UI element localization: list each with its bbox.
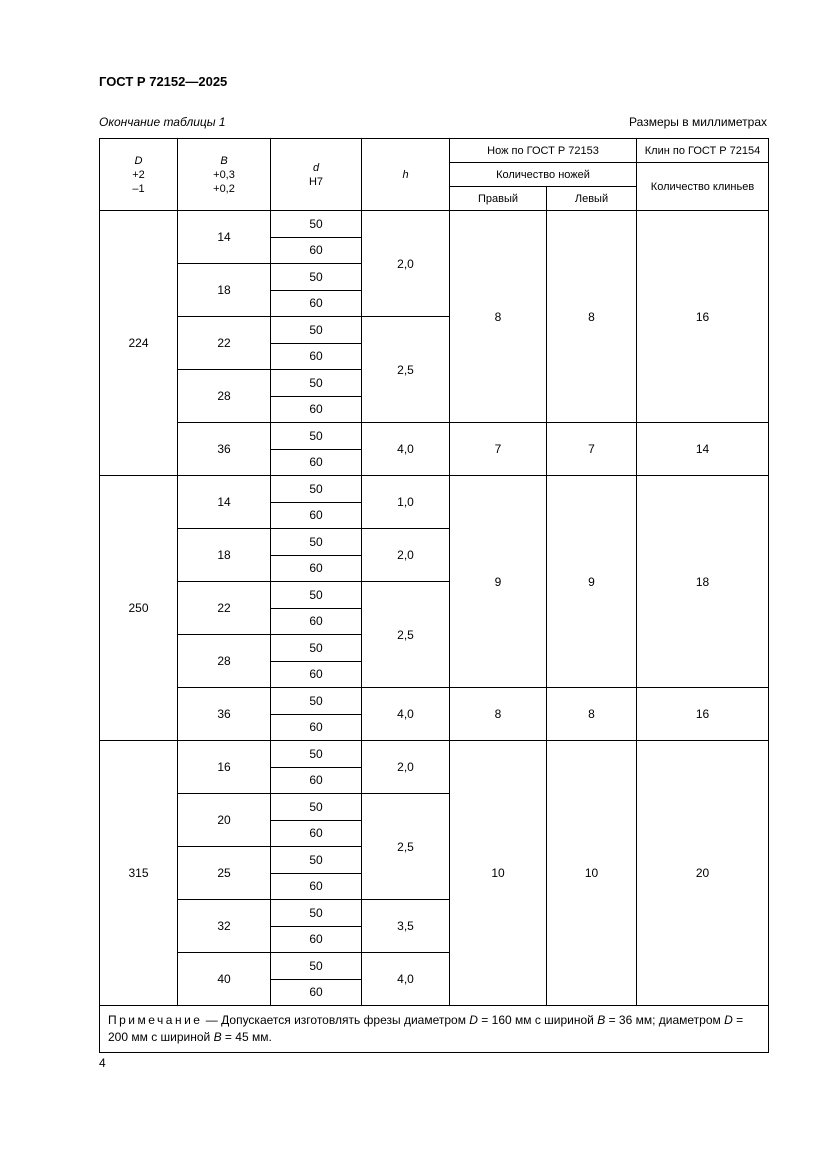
- cell-right-knives: 7: [450, 423, 547, 476]
- header-wedge-group: Клин по ГОСТ Р 72154: [637, 139, 769, 163]
- cell-d: 60: [271, 661, 362, 688]
- cell-B: 16: [178, 741, 271, 794]
- cell-wedges: 20: [637, 741, 769, 1006]
- header-B: B +0,3 +0,2: [178, 139, 271, 211]
- cell-d: 50: [271, 370, 362, 397]
- cell-left-knives: 7: [547, 423, 637, 476]
- header-left: Левый: [547, 187, 637, 211]
- cell-wedges: 14: [637, 423, 769, 476]
- cell-D: 224: [100, 211, 178, 476]
- cell-wedges: 16: [637, 211, 769, 423]
- cell-d: 50: [271, 953, 362, 980]
- cell-d: 50: [271, 794, 362, 821]
- cell-h: 4,0: [362, 423, 450, 476]
- cell-h: 4,0: [362, 688, 450, 741]
- cell-B: 22: [178, 582, 271, 635]
- cell-B: 14: [178, 211, 271, 264]
- header-right: Правый: [450, 187, 547, 211]
- cell-d: 50: [271, 847, 362, 874]
- cell-d: 60: [271, 290, 362, 317]
- cell-d: 60: [271, 767, 362, 794]
- cell-B: 20: [178, 794, 271, 847]
- cell-d: 60: [271, 714, 362, 741]
- cell-d: 50: [271, 529, 362, 556]
- cell-d: 60: [271, 608, 362, 635]
- cell-B: 14: [178, 476, 271, 529]
- cell-d: 50: [271, 900, 362, 927]
- header-D: D +2 –1: [100, 139, 178, 211]
- cell-h: 3,5: [362, 900, 450, 953]
- cell-d: 60: [271, 343, 362, 370]
- cell-d: 50: [271, 635, 362, 662]
- cell-d: 60: [271, 502, 362, 529]
- cell-d: 60: [271, 820, 362, 847]
- cell-B: 28: [178, 635, 271, 688]
- note-label: Примечание: [108, 1013, 203, 1027]
- cell-B: 28: [178, 370, 271, 423]
- cell-d: 60: [271, 237, 362, 264]
- units-caption: Размеры в миллиметрах: [629, 115, 767, 129]
- cell-d: 60: [271, 873, 362, 900]
- header-d: d H7: [271, 139, 362, 211]
- cell-right-knives: 8: [450, 211, 547, 423]
- cell-wedges: 16: [637, 688, 769, 741]
- cell-left-knives: 10: [547, 741, 637, 1006]
- cell-D: 250: [100, 476, 178, 741]
- cell-B: 22: [178, 317, 271, 370]
- header-h: h: [362, 139, 450, 211]
- cell-B: 36: [178, 423, 271, 476]
- cell-B: 32: [178, 900, 271, 953]
- document-id: ГОСТ Р 72152—2025: [99, 74, 228, 89]
- cell-d: 60: [271, 449, 362, 476]
- cell-B: 36: [178, 688, 271, 741]
- table-note: Примечание — Допускается изготовлять фрезы диаметром D = 160 мм с шириной B = 36 мм; диаметром D = 200 мм с шириной B = 45 мм.: [100, 1006, 769, 1053]
- dimensions-table: [99, 138, 769, 1053]
- cell-h: 2,5: [362, 794, 450, 900]
- cell-h: 2,0: [362, 211, 450, 317]
- cell-d: 50: [271, 317, 362, 344]
- cell-h: 2,0: [362, 741, 450, 794]
- cell-left-knives: 8: [547, 211, 637, 423]
- cell-d: 60: [271, 979, 362, 1006]
- cell-d: 50: [271, 211, 362, 238]
- cell-d: 50: [271, 582, 362, 609]
- header-knife-count: Количество ножей: [450, 163, 637, 187]
- cell-d: 50: [271, 741, 362, 768]
- cell-d: 50: [271, 476, 362, 503]
- cell-d: 50: [271, 423, 362, 450]
- cell-h: 2,5: [362, 317, 450, 423]
- cell-d: 50: [271, 264, 362, 291]
- cell-right-knives: 8: [450, 688, 547, 741]
- cell-B: 40: [178, 953, 271, 1006]
- cell-h: 1,0: [362, 476, 450, 529]
- cell-d: 60: [271, 396, 362, 423]
- cell-D: 315: [100, 741, 178, 1006]
- cell-left-knives: 8: [547, 688, 637, 741]
- cell-h: 2,5: [362, 582, 450, 688]
- table-continuation-caption: Окончание таблицы 1: [99, 115, 226, 129]
- cell-B: 18: [178, 529, 271, 582]
- cell-wedges: 18: [637, 476, 769, 688]
- cell-B: 18: [178, 264, 271, 317]
- cell-B: 25: [178, 847, 271, 900]
- header-knife-group: Нож по ГОСТ Р 72153: [450, 139, 637, 163]
- cell-d: 60: [271, 555, 362, 582]
- cell-d: 50: [271, 688, 362, 715]
- cell-right-knives: 9: [450, 476, 547, 688]
- header-wedge-count: Количество клиньев: [637, 163, 769, 211]
- cell-h: 4,0: [362, 953, 450, 1006]
- cell-h: 2,0: [362, 529, 450, 582]
- page-number: 4: [99, 1056, 106, 1070]
- cell-left-knives: 9: [547, 476, 637, 688]
- cell-right-knives: 10: [450, 741, 547, 1006]
- cell-d: 60: [271, 926, 362, 953]
